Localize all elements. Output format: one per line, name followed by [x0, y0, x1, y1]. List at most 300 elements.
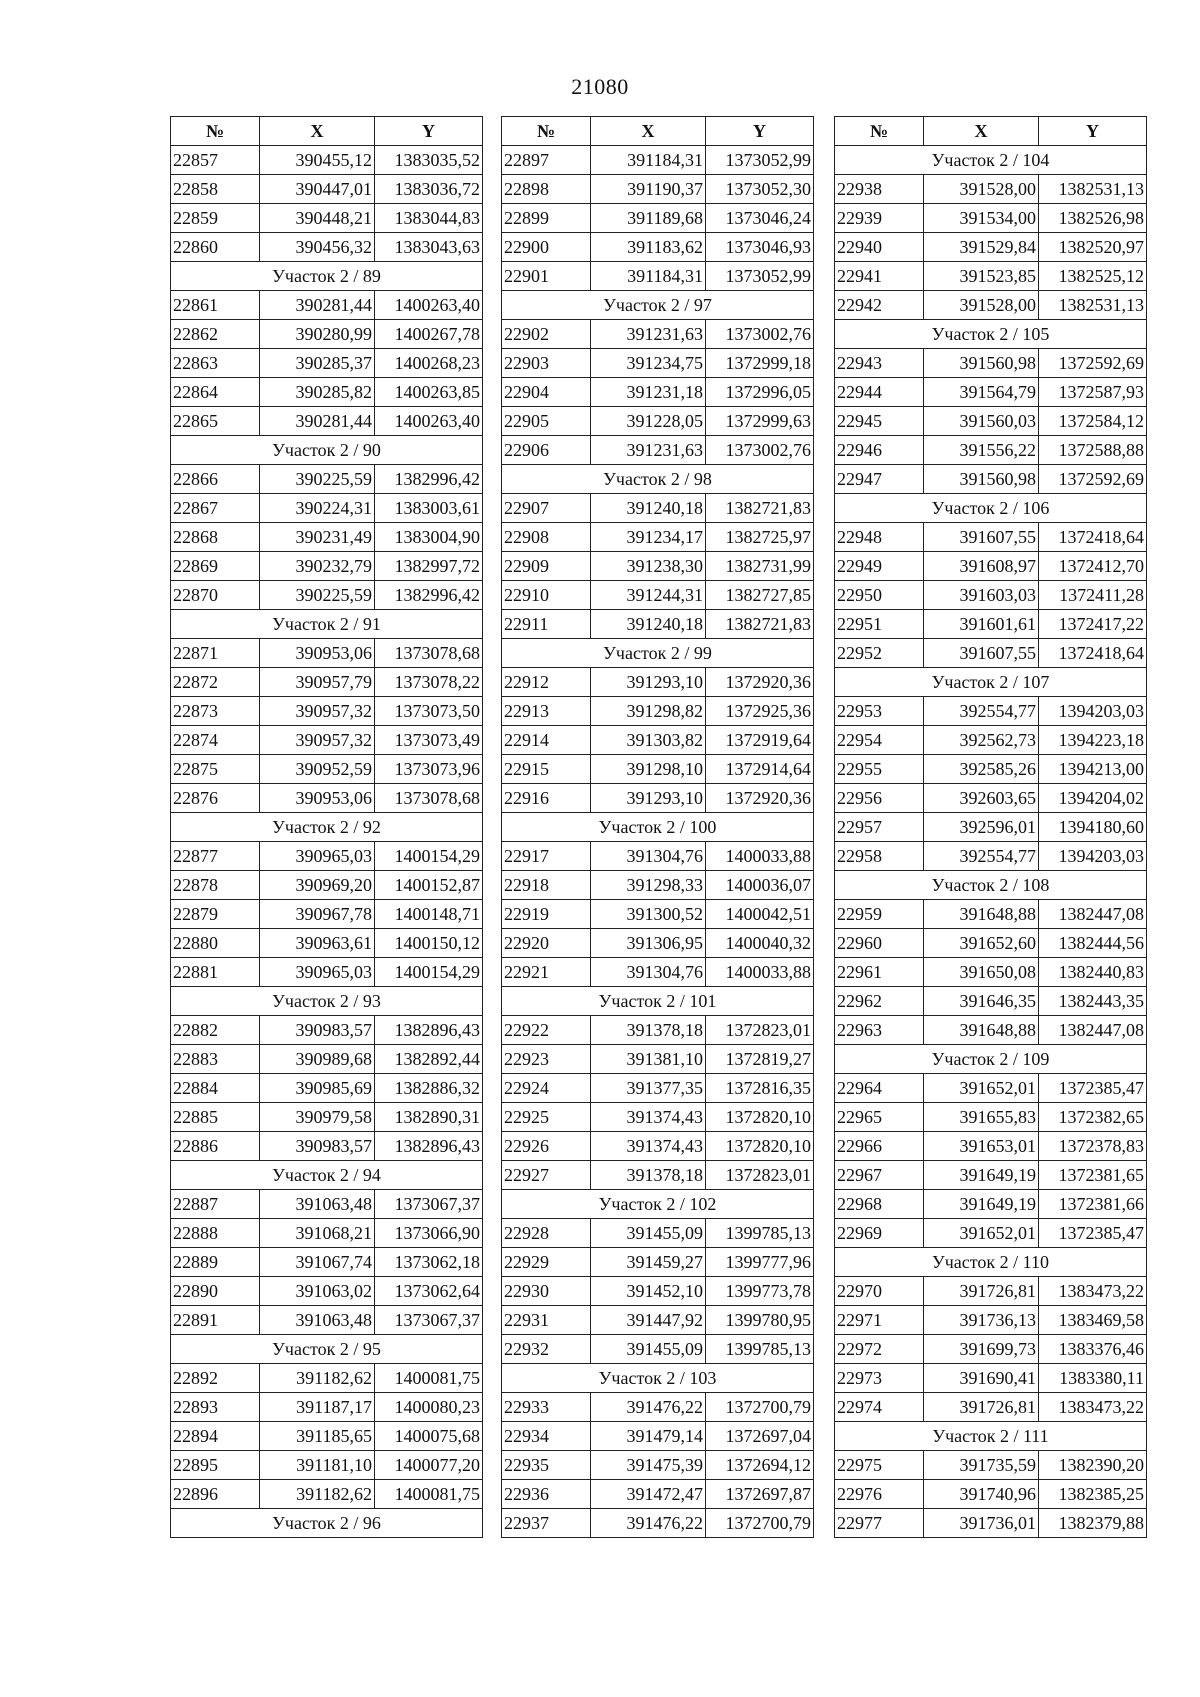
y-coordinate-cell: 1382896,43: [375, 1132, 483, 1161]
table-row: [502, 1045, 814, 1074]
x-coordinate-cell: 391189,68: [591, 204, 706, 233]
y-coordinate-cell: 1382721,83: [706, 610, 814, 639]
x-coordinate-cell: 391534,00: [924, 204, 1039, 233]
x-coordinate-cell: 391528,00: [924, 175, 1039, 204]
x-coordinate-cell: 391607,55: [924, 639, 1039, 668]
y-coordinate-cell: 1372418,64: [1039, 639, 1147, 668]
section-header-row: [835, 146, 1147, 175]
y-coordinate-cell: 1383376,46: [1039, 1335, 1147, 1364]
table-row: [835, 1132, 1147, 1161]
page-number: 21080: [571, 74, 629, 99]
y-coordinate-cell: 1399773,78: [706, 1277, 814, 1306]
y-coordinate-cell: 1372820,10: [706, 1103, 814, 1132]
table-row: [502, 1335, 814, 1364]
table-row: [835, 1074, 1147, 1103]
table-row: [171, 378, 483, 407]
y-coordinate-cell: 1372816,35: [706, 1074, 814, 1103]
section-header-row: [171, 262, 483, 291]
x-coordinate-cell: 390232,79: [260, 552, 375, 581]
point-number-cell: 22896: [171, 1480, 260, 1509]
y-coordinate-cell: 1372382,65: [1039, 1103, 1147, 1132]
point-number-cell: 22976: [835, 1480, 924, 1509]
table-row: [835, 1509, 1147, 1538]
point-number-cell: 22897: [502, 146, 591, 175]
table-row: [502, 436, 814, 465]
y-coordinate-cell: 1382731,99: [706, 552, 814, 581]
point-number-cell: 22952: [835, 639, 924, 668]
x-coordinate-cell: 391378,18: [591, 1016, 706, 1045]
point-number-cell: 22881: [171, 958, 260, 987]
table-row: [835, 407, 1147, 436]
table-row: [171, 1190, 483, 1219]
point-number-cell: 22913: [502, 697, 591, 726]
x-coordinate-cell: 390965,03: [260, 842, 375, 871]
y-coordinate-cell: 1383043,63: [375, 233, 483, 262]
point-number-cell: 22964: [835, 1074, 924, 1103]
x-coordinate-cell: 391063,48: [260, 1306, 375, 1335]
y-coordinate-cell: 1373062,64: [375, 1277, 483, 1306]
x-coordinate-cell: 391601,61: [924, 610, 1039, 639]
point-number-cell: 22954: [835, 726, 924, 755]
y-coordinate-cell: 1382531,13: [1039, 175, 1147, 204]
table-row: [502, 726, 814, 755]
point-number-cell: 22907: [502, 494, 591, 523]
x-coordinate-cell: 391300,52: [591, 900, 706, 929]
section-header-row: [835, 668, 1147, 697]
point-number-cell: 22929: [502, 1248, 591, 1277]
point-number-cell: 22905: [502, 407, 591, 436]
x-coordinate-cell: 391650,08: [924, 958, 1039, 987]
x-coordinate-cell: 391690,41: [924, 1364, 1039, 1393]
point-number-cell: 22872: [171, 668, 260, 697]
table-row: [502, 1103, 814, 1132]
table-row: [502, 581, 814, 610]
y-coordinate-cell: 1373073,49: [375, 726, 483, 755]
y-coordinate-cell: 1373073,50: [375, 697, 483, 726]
table-row: [502, 842, 814, 871]
y-coordinate-cell: 1383003,61: [375, 494, 483, 523]
x-coordinate-cell: 390963,61: [260, 929, 375, 958]
point-number-cell: 22935: [502, 1451, 591, 1480]
table-row: [835, 1277, 1147, 1306]
table-row: [835, 523, 1147, 552]
table-row: [502, 1277, 814, 1306]
x-coordinate-cell: 391648,88: [924, 1016, 1039, 1045]
y-coordinate-cell: 1383473,22: [1039, 1277, 1147, 1306]
table-row: [835, 610, 1147, 639]
table-row: [171, 755, 483, 784]
point-number-cell: 22857: [171, 146, 260, 175]
point-number-cell: 22967: [835, 1161, 924, 1190]
y-coordinate-cell: 1400077,20: [375, 1451, 483, 1480]
point-number-cell: 22959: [835, 900, 924, 929]
table-row: [502, 755, 814, 784]
y-coordinate-cell: 1373073,96: [375, 755, 483, 784]
point-number-cell: 22948: [835, 523, 924, 552]
y-coordinate-cell: 1372919,64: [706, 726, 814, 755]
point-number-cell: 22966: [835, 1132, 924, 1161]
y-coordinate-cell: 1394213,00: [1039, 755, 1147, 784]
point-number-cell: 22914: [502, 726, 591, 755]
point-number-cell: 22884: [171, 1074, 260, 1103]
y-coordinate-cell: 1382444,56: [1039, 929, 1147, 958]
table-row: [171, 639, 483, 668]
x-coordinate-cell: 390983,57: [260, 1132, 375, 1161]
y-coordinate-cell: 1382996,42: [375, 465, 483, 494]
point-number-cell: 22955: [835, 755, 924, 784]
y-coordinate-cell: 1372592,69: [1039, 349, 1147, 378]
table-row: [502, 552, 814, 581]
section-title: Участок 2 / 109: [835, 1045, 1147, 1074]
x-coordinate-cell: 391455,09: [591, 1335, 706, 1364]
x-coordinate-cell: 391240,18: [591, 494, 706, 523]
x-coordinate-cell: 391228,05: [591, 407, 706, 436]
y-coordinate-cell: 1400033,88: [706, 958, 814, 987]
x-coordinate-cell: 391649,19: [924, 1190, 1039, 1219]
point-number-cell: 22900: [502, 233, 591, 262]
table-row: [502, 1016, 814, 1045]
table-header-row: [171, 117, 483, 146]
x-coordinate-cell: 391238,30: [591, 552, 706, 581]
table-row: [171, 1016, 483, 1045]
section-header-row: [835, 1422, 1147, 1451]
section-title: Участок 2 / 102: [502, 1190, 814, 1219]
point-number-cell: 22958: [835, 842, 924, 871]
table-row: [835, 813, 1147, 842]
table-row: [835, 1451, 1147, 1480]
point-number-cell: 22946: [835, 436, 924, 465]
y-coordinate-cell: 1372417,22: [1039, 610, 1147, 639]
x-coordinate-cell: 392603,65: [924, 784, 1039, 813]
y-coordinate-cell: 1400148,71: [375, 900, 483, 929]
section-header-row: [171, 610, 483, 639]
table-row: [502, 1248, 814, 1277]
y-coordinate-cell: 1372700,79: [706, 1509, 814, 1538]
table-row: [835, 204, 1147, 233]
y-coordinate-cell: 1372819,27: [706, 1045, 814, 1074]
x-coordinate-cell: 391528,00: [924, 291, 1039, 320]
x-coordinate-cell: 390969,20: [260, 871, 375, 900]
point-number-cell: 22938: [835, 175, 924, 204]
y-coordinate-cell: 1372694,12: [706, 1451, 814, 1480]
y-coordinate-cell: 1383036,72: [375, 175, 483, 204]
y-coordinate-cell: 1372996,05: [706, 378, 814, 407]
y-coordinate-cell: 1372588,88: [1039, 436, 1147, 465]
table-row: [502, 204, 814, 233]
table-row: [502, 958, 814, 987]
x-coordinate-cell: 391603,03: [924, 581, 1039, 610]
table-row: [171, 900, 483, 929]
x-coordinate-cell: 391068,21: [260, 1219, 375, 1248]
y-coordinate-cell: 1382525,12: [1039, 262, 1147, 291]
x-coordinate-cell: 392554,77: [924, 697, 1039, 726]
y-coordinate-cell: 1372592,69: [1039, 465, 1147, 494]
point-number-cell: 22931: [502, 1306, 591, 1335]
table-row: [835, 552, 1147, 581]
point-number-cell: 22956: [835, 784, 924, 813]
table-row: [502, 610, 814, 639]
x-coordinate-cell: 391560,98: [924, 465, 1039, 494]
y-coordinate-cell: 1373062,18: [375, 1248, 483, 1277]
point-number-cell: 22908: [502, 523, 591, 552]
y-coordinate-cell: 1382725,97: [706, 523, 814, 552]
table-row: [171, 1364, 483, 1393]
point-number-cell: 22869: [171, 552, 260, 581]
y-coordinate-cell: 1373052,99: [706, 146, 814, 175]
x-coordinate-cell: 391476,22: [591, 1393, 706, 1422]
y-coordinate-cell: 1372999,63: [706, 407, 814, 436]
point-number-cell: 22919: [502, 900, 591, 929]
table-row: [502, 1393, 814, 1422]
section-title: Участок 2 / 92: [171, 813, 483, 842]
point-number-cell: 22965: [835, 1103, 924, 1132]
table-row: [835, 465, 1147, 494]
point-number-cell: 22895: [171, 1451, 260, 1480]
x-coordinate-cell: 391652,01: [924, 1219, 1039, 1248]
coordinates-table-3: [834, 116, 1147, 1538]
y-coordinate-cell: 1373002,76: [706, 436, 814, 465]
y-coordinate-cell: 1373067,37: [375, 1306, 483, 1335]
x-coordinate-cell: 391648,88: [924, 900, 1039, 929]
section-title: Участок 2 / 98: [502, 465, 814, 494]
y-coordinate-cell: 1400267,78: [375, 320, 483, 349]
x-coordinate-cell: 391646,35: [924, 987, 1039, 1016]
y-coordinate-cell: 1382892,44: [375, 1045, 483, 1074]
x-coordinate-cell: 391304,76: [591, 842, 706, 871]
section-header-row: [835, 320, 1147, 349]
x-coordinate-cell: 391476,22: [591, 1509, 706, 1538]
table-row: [835, 842, 1147, 871]
section-header-row: [835, 494, 1147, 523]
table-row: [171, 233, 483, 262]
x-coordinate-cell: 390224,31: [260, 494, 375, 523]
point-number-cell: 22912: [502, 668, 591, 697]
table-row: [835, 929, 1147, 958]
table-row: [502, 1132, 814, 1161]
x-coordinate-cell: 391608,97: [924, 552, 1039, 581]
point-number-cell: 22968: [835, 1190, 924, 1219]
x-coordinate-cell: 391231,18: [591, 378, 706, 407]
point-number-cell: 22903: [502, 349, 591, 378]
section-title: Участок 2 / 96: [171, 1509, 483, 1538]
section-header-row: [502, 1190, 814, 1219]
x-coordinate-cell: 390231,49: [260, 523, 375, 552]
x-coordinate-cell: 391459,27: [591, 1248, 706, 1277]
section-title: Участок 2 / 99: [502, 639, 814, 668]
y-coordinate-cell: 1373078,68: [375, 784, 483, 813]
y-coordinate-cell: 1400040,32: [706, 929, 814, 958]
x-coordinate-cell: 391726,81: [924, 1393, 1039, 1422]
header-number: №: [835, 117, 924, 146]
point-number-cell: 22917: [502, 842, 591, 871]
table-row: [835, 1306, 1147, 1335]
point-number-cell: 22923: [502, 1045, 591, 1074]
y-coordinate-cell: 1382531,13: [1039, 291, 1147, 320]
table-row: [171, 1306, 483, 1335]
y-coordinate-cell: 1373078,22: [375, 668, 483, 697]
y-coordinate-cell: 1399780,95: [706, 1306, 814, 1335]
x-coordinate-cell: 391063,02: [260, 1277, 375, 1306]
table-row: [835, 1016, 1147, 1045]
x-coordinate-cell: 390285,82: [260, 378, 375, 407]
x-coordinate-cell: 391652,60: [924, 929, 1039, 958]
table-row: [502, 1451, 814, 1480]
point-number-cell: 22899: [502, 204, 591, 233]
x-coordinate-cell: 391182,62: [260, 1480, 375, 1509]
point-number-cell: 22918: [502, 871, 591, 900]
table-row: [171, 146, 483, 175]
point-number-cell: 22866: [171, 465, 260, 494]
table-row: [502, 784, 814, 813]
point-number-cell: 22945: [835, 407, 924, 436]
section-title: Участок 2 / 95: [171, 1335, 483, 1364]
x-coordinate-cell: 390952,59: [260, 755, 375, 784]
x-coordinate-cell: 390456,32: [260, 233, 375, 262]
section-title: Участок 2 / 90: [171, 436, 483, 465]
y-coordinate-cell: 1400080,23: [375, 1393, 483, 1422]
table-row: [835, 1190, 1147, 1219]
y-coordinate-cell: 1372418,64: [1039, 523, 1147, 552]
section-header-row: [171, 1335, 483, 1364]
section-title: Участок 2 / 106: [835, 494, 1147, 523]
coordinates-table-2: [501, 116, 814, 1538]
x-coordinate-cell: 391067,74: [260, 1248, 375, 1277]
x-coordinate-cell: 390989,68: [260, 1045, 375, 1074]
y-coordinate-cell: 1372920,36: [706, 784, 814, 813]
header-y: Y: [706, 117, 814, 146]
point-number-cell: 22953: [835, 697, 924, 726]
x-coordinate-cell: 391381,10: [591, 1045, 706, 1074]
header-x: X: [924, 117, 1039, 146]
point-number-cell: 22859: [171, 204, 260, 233]
y-coordinate-cell: 1372820,10: [706, 1132, 814, 1161]
point-number-cell: 22932: [502, 1335, 591, 1364]
table-row: [171, 1132, 483, 1161]
y-coordinate-cell: 1382890,31: [375, 1103, 483, 1132]
y-coordinate-cell: 1400081,75: [375, 1364, 483, 1393]
x-coordinate-cell: 390957,32: [260, 697, 375, 726]
y-coordinate-cell: 1373046,24: [706, 204, 814, 233]
y-coordinate-cell: 1383473,22: [1039, 1393, 1147, 1422]
y-coordinate-cell: 1372914,64: [706, 755, 814, 784]
point-number-cell: 22860: [171, 233, 260, 262]
table-row: [835, 1480, 1147, 1509]
y-coordinate-cell: 1372381,66: [1039, 1190, 1147, 1219]
x-coordinate-cell: 390953,06: [260, 639, 375, 668]
coordinates-table-1: [170, 116, 483, 1538]
x-coordinate-cell: 391735,59: [924, 1451, 1039, 1480]
y-coordinate-cell: 1382447,08: [1039, 900, 1147, 929]
point-number-cell: 22930: [502, 1277, 591, 1306]
table-row: [171, 929, 483, 958]
table-row: [171, 1422, 483, 1451]
point-number-cell: 22909: [502, 552, 591, 581]
y-coordinate-cell: 1383044,83: [375, 204, 483, 233]
point-number-cell: 22925: [502, 1103, 591, 1132]
table-row: [171, 1451, 483, 1480]
x-coordinate-cell: 391374,43: [591, 1132, 706, 1161]
y-coordinate-cell: 1372411,28: [1039, 581, 1147, 610]
x-coordinate-cell: 391181,10: [260, 1451, 375, 1480]
y-coordinate-cell: 1400042,51: [706, 900, 814, 929]
point-number-cell: 22926: [502, 1132, 591, 1161]
table-row: [171, 871, 483, 900]
point-number-cell: 22892: [171, 1364, 260, 1393]
x-coordinate-cell: 390979,58: [260, 1103, 375, 1132]
y-coordinate-cell: 1382526,98: [1039, 204, 1147, 233]
table-row: [502, 668, 814, 697]
header-number: №: [171, 117, 260, 146]
y-coordinate-cell: 1372584,12: [1039, 407, 1147, 436]
point-number-cell: 22887: [171, 1190, 260, 1219]
point-number-cell: 22951: [835, 610, 924, 639]
point-number-cell: 22927: [502, 1161, 591, 1190]
table-row: [502, 1161, 814, 1190]
x-coordinate-cell: 391303,82: [591, 726, 706, 755]
x-coordinate-cell: 391063,48: [260, 1190, 375, 1219]
x-coordinate-cell: 391183,62: [591, 233, 706, 262]
header-number: №: [502, 117, 591, 146]
table-row: [171, 1103, 483, 1132]
y-coordinate-cell: 1382379,88: [1039, 1509, 1147, 1538]
table-row: [835, 697, 1147, 726]
section-header-row: [502, 1364, 814, 1393]
y-coordinate-cell: 1372823,01: [706, 1016, 814, 1045]
table-header-row: [502, 117, 814, 146]
table-row: [502, 1219, 814, 1248]
x-coordinate-cell: 391374,43: [591, 1103, 706, 1132]
y-coordinate-cell: 1400154,29: [375, 958, 483, 987]
point-number-cell: 22885: [171, 1103, 260, 1132]
section-title: Участок 2 / 91: [171, 610, 483, 639]
x-coordinate-cell: 391293,10: [591, 784, 706, 813]
section-header-row: [502, 813, 814, 842]
x-coordinate-cell: 391304,76: [591, 958, 706, 987]
x-coordinate-cell: 391298,82: [591, 697, 706, 726]
x-coordinate-cell: 391607,55: [924, 523, 1039, 552]
x-coordinate-cell: 391726,81: [924, 1277, 1039, 1306]
table-row: [835, 1161, 1147, 1190]
point-number-cell: 22921: [502, 958, 591, 987]
x-coordinate-cell: 391564,79: [924, 378, 1039, 407]
section-header-row: [171, 436, 483, 465]
y-coordinate-cell: 1382443,35: [1039, 987, 1147, 1016]
x-coordinate-cell: 391472,47: [591, 1480, 706, 1509]
x-coordinate-cell: 390448,21: [260, 204, 375, 233]
x-coordinate-cell: 390281,44: [260, 291, 375, 320]
y-coordinate-cell: 1400263,85: [375, 378, 483, 407]
section-header-row: [171, 1509, 483, 1538]
point-number-cell: 22902: [502, 320, 591, 349]
x-coordinate-cell: 391736,01: [924, 1509, 1039, 1538]
point-number-cell: 22893: [171, 1393, 260, 1422]
point-number-cell: 22922: [502, 1016, 591, 1045]
table-row: [502, 1509, 814, 1538]
table-row: [835, 233, 1147, 262]
point-number-cell: 22970: [835, 1277, 924, 1306]
table-row: [835, 784, 1147, 813]
point-number-cell: 22973: [835, 1364, 924, 1393]
section-title: Участок 2 / 97: [502, 291, 814, 320]
table-row: [171, 958, 483, 987]
x-coordinate-cell: 390281,44: [260, 407, 375, 436]
table-row: [171, 175, 483, 204]
point-number-cell: 22874: [171, 726, 260, 755]
point-number-cell: 22924: [502, 1074, 591, 1103]
point-number-cell: 22879: [171, 900, 260, 929]
y-coordinate-cell: 1400154,29: [375, 842, 483, 871]
point-number-cell: 22883: [171, 1045, 260, 1074]
